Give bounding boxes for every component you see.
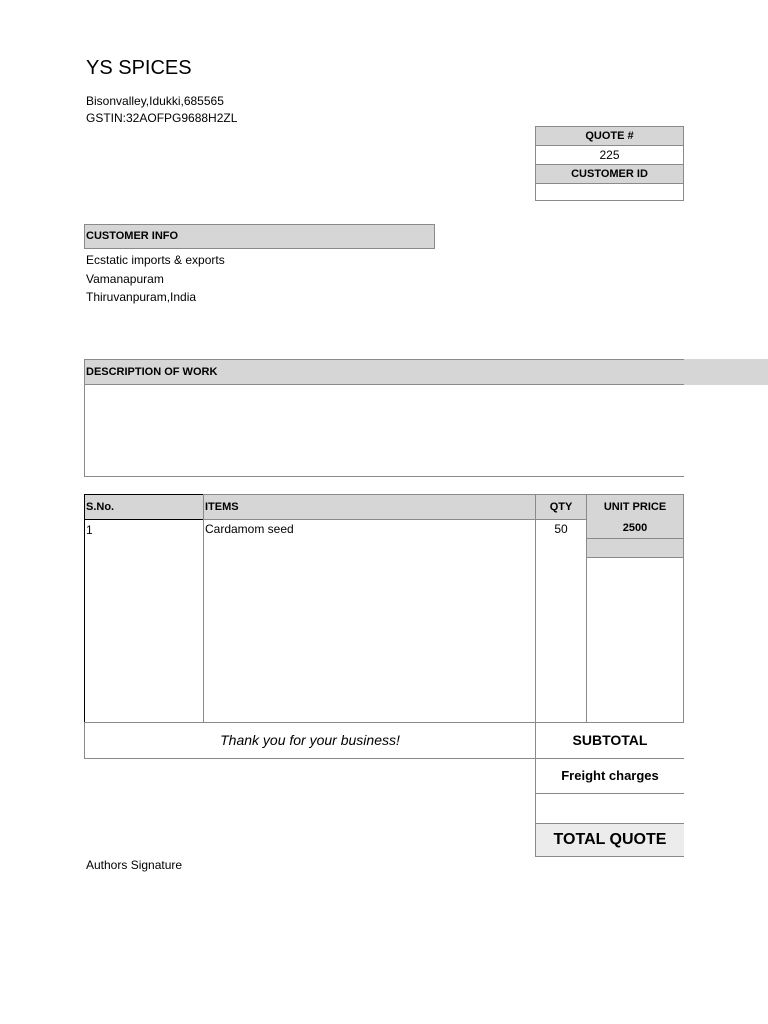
freight-charges-label: Freight charges xyxy=(535,758,684,794)
freight-charges-value xyxy=(535,793,684,824)
customer-info-label: CUSTOMER INFO xyxy=(84,224,435,249)
header-unit-price: UNIT PRICE xyxy=(586,494,684,520)
quote-number-value: 225 xyxy=(535,145,684,165)
subtotal-label: SUBTOTAL xyxy=(535,722,684,759)
unit-price-column xyxy=(586,557,684,723)
company-address: Bisonvalley,Idukki,685565 xyxy=(86,94,224,108)
unit-price-empty-row xyxy=(586,538,684,558)
description-text xyxy=(84,384,684,477)
customer-info-block xyxy=(86,251,225,307)
total-quote-label: TOTAL QUOTE xyxy=(535,823,684,857)
thank-you-message: Thank you for your business! xyxy=(84,722,536,759)
table-row xyxy=(84,519,204,723)
company-name: YS SPICES xyxy=(86,57,192,79)
row-item: Cardamom seed xyxy=(205,522,294,536)
company-gstin: GSTIN:32AOFPG9688H2ZL xyxy=(86,110,238,125)
row-unit-price: 2500 xyxy=(586,519,684,539)
quote-number-label: QUOTE # xyxy=(535,126,684,146)
qty-column xyxy=(535,519,587,723)
authors-signature-label: Authors Signature xyxy=(86,858,183,872)
customer-id-label: CUSTOMER ID xyxy=(535,164,684,184)
header-sno: S.No. xyxy=(84,494,204,520)
header-qty: QTY xyxy=(535,494,587,520)
company-address-block xyxy=(86,93,237,126)
header-items: ITEMS xyxy=(203,494,536,520)
row-qty: 50 xyxy=(554,522,568,536)
customer-id-value xyxy=(535,183,684,201)
description-label: DESCRIPTION OF WORK xyxy=(84,359,684,385)
customer-address-line: Vamanapuram xyxy=(86,271,164,286)
customer-city: Thiruvanpuram,India xyxy=(86,290,197,304)
items-column xyxy=(203,519,536,723)
customer-name: Ecstatic imports & exports xyxy=(86,253,225,267)
row-sno: 1 xyxy=(86,523,93,537)
description-header-extension xyxy=(683,359,768,385)
